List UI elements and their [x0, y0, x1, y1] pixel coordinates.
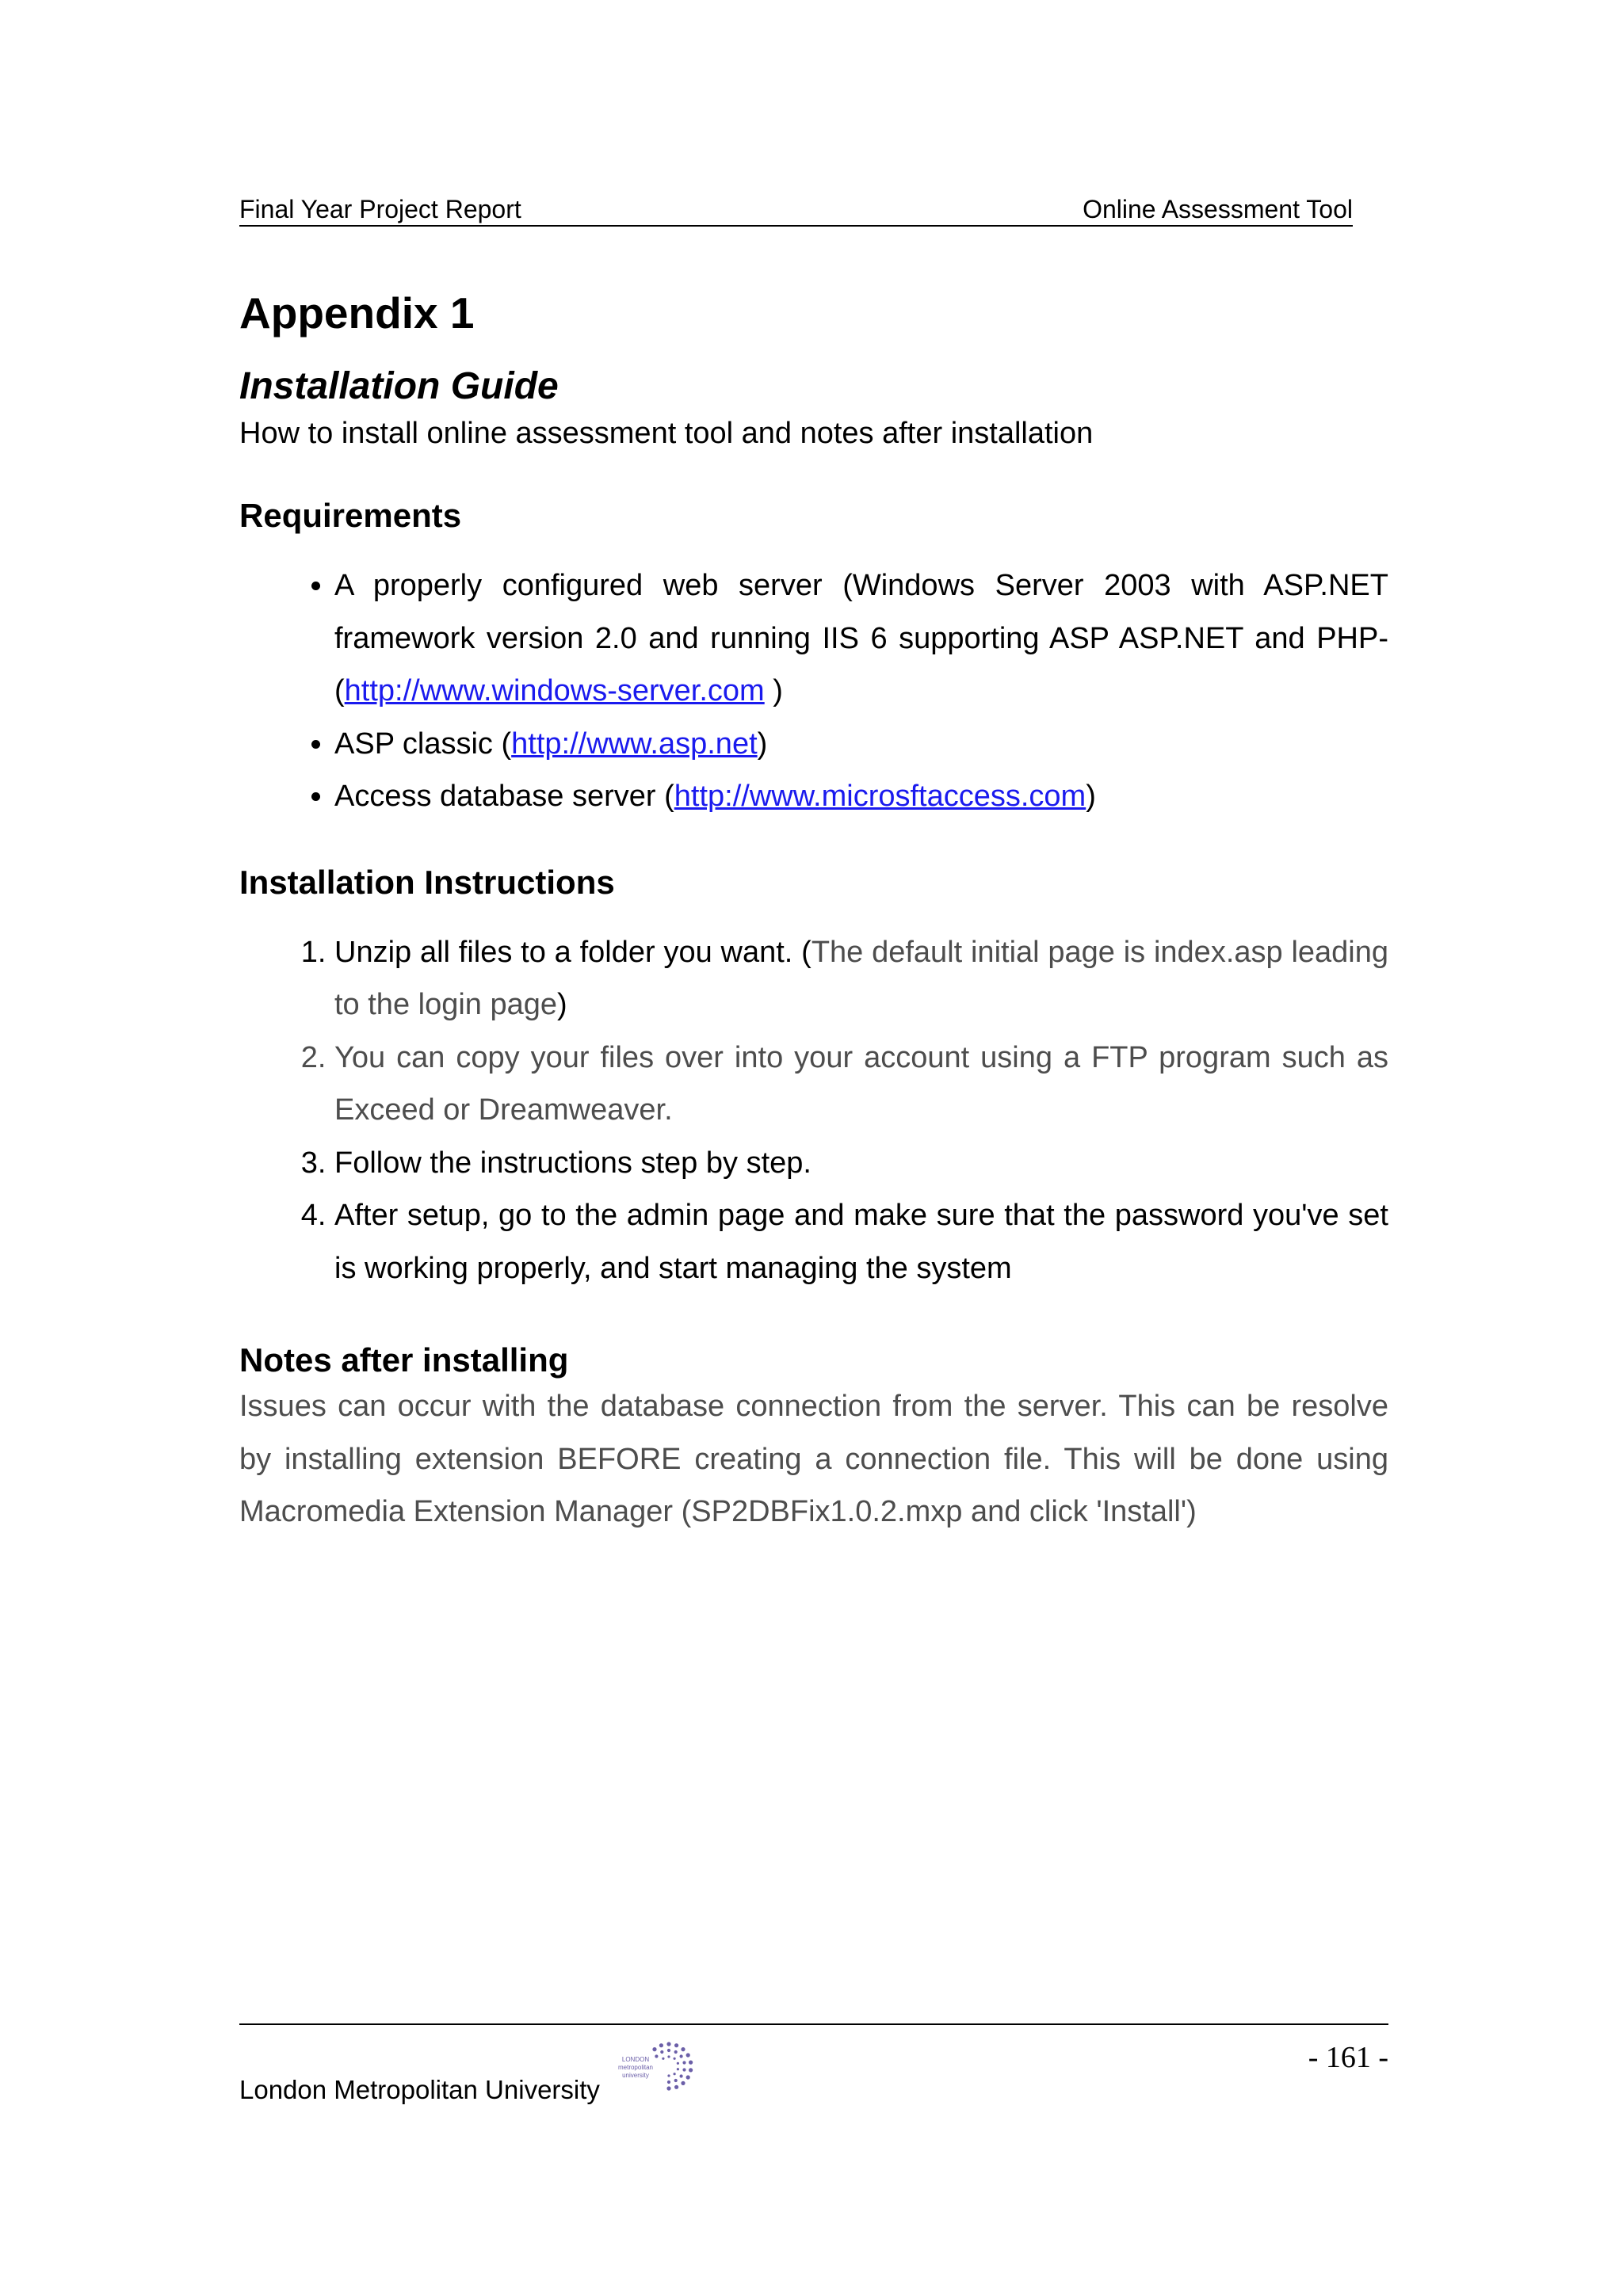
list-item [334, 770, 1388, 823]
requirement-suffix: ) [1086, 780, 1096, 813]
notes-body: Issues can occur with the database connection from the server. This can be resolve by installing extension BEFORE creating a connection file. This will be done using Macromedia Extension Manager (SP2DBFix1.0.2.mxp and click 'Install') [239, 1390, 1388, 1528]
list-item [334, 926, 1388, 1032]
requirement-suffix: ) [764, 674, 783, 707]
logo-dot [659, 2043, 663, 2047]
appendix-title: Appendix 1 [239, 288, 475, 338]
logo-dot [655, 2054, 658, 2058]
requirements-list [239, 559, 1388, 823]
logo-dot [686, 2053, 690, 2057]
logo-dot [660, 2050, 663, 2054]
logo-dot [666, 2086, 670, 2090]
step-text: Follow the instructions step by step. [334, 1146, 812, 1180]
logo-dot [681, 2081, 685, 2085]
logo-dot [674, 2043, 678, 2047]
logo-dot [667, 2074, 670, 2077]
list-item [334, 718, 1388, 771]
header-project-name: Online Assessment Tool [1083, 195, 1353, 223]
list-item [334, 1189, 1388, 1295]
logo-dot [682, 2061, 685, 2064]
page-number: - 161 - [1308, 2041, 1388, 2074]
notes-heading: Notes after installing [239, 1341, 569, 1379]
logo-dot [680, 2074, 683, 2077]
logo-dot [689, 2061, 693, 2065]
footer-university-name: London Metropolitan University [239, 2075, 600, 2104]
step-text: Unzip all files to a folder you want. ( [334, 935, 812, 969]
instructions-list [239, 926, 1388, 1295]
logo-dot [662, 2058, 664, 2060]
logo-dot [674, 2079, 678, 2082]
requirement-text: Access database server ( [334, 780, 674, 813]
list-item [334, 1032, 1388, 1137]
asp-net-link[interactable]: http://www.asp.net [511, 727, 758, 761]
installation-guide-title: Installation Guide [239, 365, 559, 407]
logo-dot [681, 2047, 685, 2051]
page-content [239, 285, 1388, 1539]
list-item [334, 1137, 1388, 1190]
windows-server-link[interactable]: http://www.windows-server.com [344, 674, 765, 707]
step-note: The default initial page is index.asp leading to the login page [334, 935, 1388, 1021]
logo-dot [682, 2068, 685, 2071]
logo-dot [667, 2049, 670, 2052]
logo-dot [674, 2073, 676, 2075]
logo-text-line-3: university [622, 2072, 649, 2079]
step-end: ) [557, 988, 567, 1021]
step-text: You can copy your files over into your account using a FTP program such as Exceed or Dreamweaver. [334, 1040, 1388, 1127]
logo-text-line-1: LONDON [621, 2056, 650, 2063]
logo-dot [689, 2068, 693, 2072]
logo-dot [674, 2050, 678, 2054]
logo-dot [677, 2062, 679, 2065]
logo-dots-icon [652, 2042, 693, 2090]
installation-instructions-heading: Installation Instructions [239, 863, 615, 901]
logo-dot [686, 2075, 690, 2079]
requirement-text: A properly configured web server (Windows Server 2003 with ASP.NET framework version 2.0 and running IIS 6 supporting ASP ASP.NET and PHP- ( [334, 569, 1388, 707]
logo-dot [667, 2055, 670, 2058]
header-report-title: Final Year Project Report [239, 195, 521, 223]
logo-dot [667, 2081, 670, 2084]
step-text: After setup, go to the admin page and make sure that the password you've set is working properly, and start managing the system [334, 1199, 1388, 1285]
logo-text-line-2: metropolitan [617, 2064, 654, 2071]
university-logo [613, 2039, 702, 2096]
logo-dot [677, 2068, 679, 2070]
requirements-heading: Requirements [239, 497, 462, 534]
logo-dot [680, 2054, 683, 2058]
logo-dot [666, 2042, 670, 2046]
footer-divider [239, 2023, 1388, 2025]
page-header [239, 193, 1353, 227]
requirement-suffix: ) [757, 727, 768, 761]
microsoft-access-link[interactable]: http://www.microsftaccess.com [674, 780, 1086, 813]
list-item [334, 559, 1388, 718]
intro-text: How to install online assessment tool and notes after installation [239, 417, 1094, 450]
logo-dot [652, 2047, 656, 2051]
logo-dot [674, 2085, 678, 2089]
requirement-text: ASP classic ( [334, 727, 512, 761]
logo-dot [674, 2058, 676, 2060]
